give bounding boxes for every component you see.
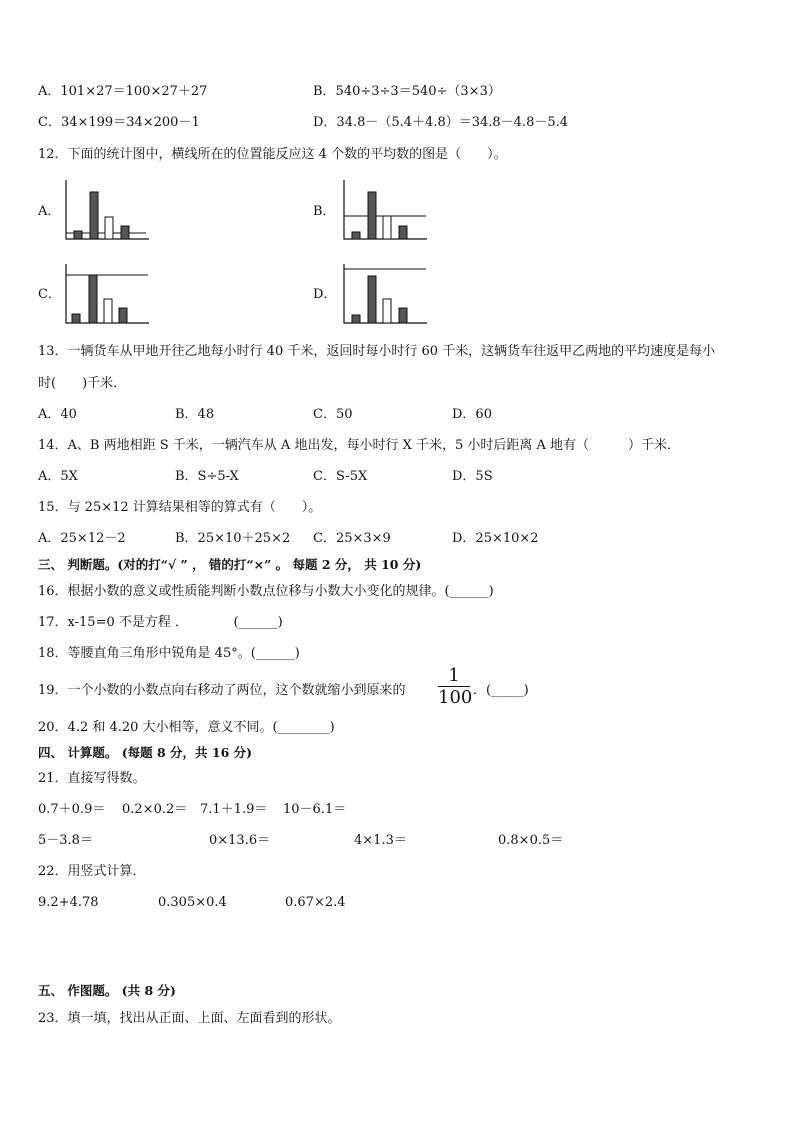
q17: 17．x-15=0 不是方程 ． (______) — [38, 615, 283, 630]
q16: 16．根据小数的意义或性质能判断小数点位移与小数大小变化的规律。(______) — [38, 584, 494, 599]
q14-option-a: A．5X — [38, 469, 78, 484]
q13-option-d: D．60 — [452, 407, 492, 422]
q12-chart-a — [62, 178, 152, 242]
q13-option-a: A．40 — [38, 407, 77, 422]
q12-stem: 12．下面的统计图中，横线所在的位置能反应这 4 个数的平均数的图是（ ）。 — [38, 147, 507, 162]
q22-item: 0.67×2.4 — [285, 895, 346, 910]
q12-chart-c — [62, 262, 152, 326]
section-5-heading: 五、 作图题。 (共 8 分) — [38, 983, 176, 998]
q22-item: 0.305×0.4 — [158, 895, 227, 910]
q14-option-c: C．S-5X — [313, 469, 368, 484]
q19-fraction — [438, 665, 473, 708]
q15-option-a: A．25×12－2 — [38, 531, 126, 546]
q19-stem: 19．一个小数的小数点向右移动了两位，这个数就缩小到原来的 — [38, 683, 406, 698]
q21-item: 7.1＋1.9＝ — [200, 802, 268, 817]
q21-item: 0.7＋0.9＝ — [38, 802, 106, 817]
q22-stem: 22．用竖式计算． — [38, 864, 146, 879]
q13-option-c: C．50 — [313, 407, 353, 422]
q15-option-d: D．25×10×2 — [452, 531, 539, 546]
q20: 20．4.2 和 4.20 大小相等，意义不同。(________) — [38, 720, 335, 735]
q21-item: 0.8×0.5＝ — [498, 833, 564, 848]
section-4-heading: 四、 计算题。 (每题 8 分，共 16 分) — [38, 745, 253, 760]
q14-option-d: D．5S — [452, 469, 493, 484]
q14-option-b: B．S÷5-X — [175, 469, 239, 484]
q19-numerator: 1 — [448, 665, 460, 686]
q21-item: 10－6.1＝ — [283, 802, 347, 817]
q12-label-b: B． — [313, 204, 336, 219]
q13-stem: 13．一辆货车从甲地开往乙地每小时行 40 千米，返回时每小时行 60 千米，这辆货车往返甲乙两地的平均速度是每小 — [38, 344, 716, 359]
q11-option-c: C．34×199＝34×200－1 — [38, 115, 200, 130]
q15-option-c: C．25×3×9 — [313, 531, 391, 546]
q23: 23．填一填，找出从正面、上面、左面看到的形状。 — [38, 1011, 341, 1026]
q19-denominator: 100 — [438, 687, 473, 708]
q12-label-d: D． — [313, 287, 337, 302]
q12-label-c: C． — [38, 287, 61, 302]
q14-stem: 14．A、B 两地相距 S 千米，一辆汽车从 A 地出发，每小时行 X 千米，5 小时后距离 A 地有（ ）千米． — [38, 438, 681, 453]
q21-item: 5－3.8＝ — [38, 833, 93, 848]
q21-item: 4×1.3＝ — [354, 833, 407, 848]
q15-stem: 15．与 25×12 计算结果相等的算式有（ ）。 — [38, 500, 322, 515]
section-3-heading: 三、 判断题。(对的打“√ ” ， 错的打“×” 。 每题 2 分， 共 10 分) — [38, 557, 422, 572]
q18: 18．等腰直角三角形中锐角是 45°。(______) — [38, 646, 300, 661]
q22-item: 9.2+4.78 — [38, 895, 99, 910]
q21-stem: 21．直接写得数。 — [38, 771, 146, 786]
q11-option-a: A．101×27＝100×27＋27 — [38, 84, 208, 99]
q19-tail: ．(_____) — [473, 683, 529, 698]
q21-item: 0×13.6＝ — [209, 833, 271, 848]
q11-option-d: D．34.8－（5.4＋4.8）＝34.8－4.8－5.4 — [313, 115, 569, 130]
q11-option-b: B．540÷3÷3＝540÷（3×3） — [313, 84, 501, 99]
q12-label-a: A． — [38, 204, 61, 219]
q21-item: 0.2×0.2＝ — [122, 802, 188, 817]
q13-option-b: B．48 — [175, 407, 215, 422]
q15-option-b: B．25×10＋25×2 — [175, 531, 291, 546]
q12-chart-d — [340, 262, 430, 326]
q12-chart-b — [340, 178, 430, 242]
q13-stem-cont: 时( )千米． — [38, 376, 127, 391]
